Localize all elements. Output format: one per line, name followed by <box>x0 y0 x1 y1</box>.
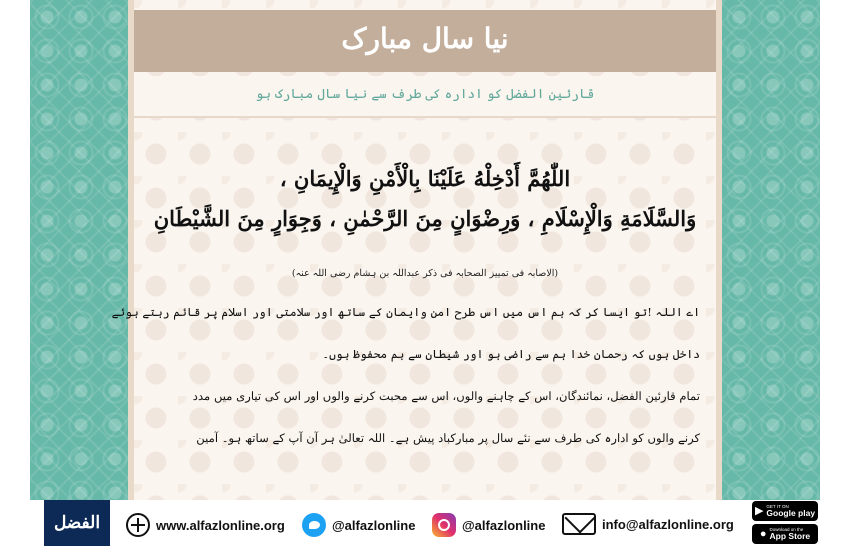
app-store-big: App Store <box>769 531 811 541</box>
body-line-3: تمام قارئین الفضل، نمائندگان، اس کے چاہنے والوں، اس سے محبت کرنے والوں اور اس کی تیاری میں مدد <box>192 389 700 403</box>
app-store-small: Download on the <box>769 527 804 532</box>
title-band <box>134 10 716 72</box>
body-line-2: داخل ہوں کہ رحمان خدا ہم سے راضی ہو اور شیطان سے ہم محفوظ ہوں۔ <box>322 347 700 361</box>
main-panel <box>111 0 716 500</box>
prayer-line-2: وَالسَّلَامَةِ وَالْإِسْلَامِ ، وَرِضْوَانٍ مِنَ الرَّحْمٰنِ ، وَجِوَارٍ مِنَ الشَّيْطَانِ <box>153 206 697 231</box>
instagram-handle: @alfazlonline <box>462 517 546 533</box>
twitter-handle: @alfazlonline <box>332 517 416 533</box>
prayer-line-1: اللّٰهُمَّ أَدْخِلْهُ عَلَيْنَا بِالْأَمْنِ وَالْإِيمَانِ ، <box>279 166 571 191</box>
prayer-source: (الاصابہ فی تمییز الصحابہ فی ذکر عبداللہ بن ہشام رضی اللہ عنہ) <box>291 268 559 279</box>
instagram-icon <box>432 513 456 537</box>
body-line-1: اے اللہ !تو ایسا کر کہ ہم اس میں اس طرح امن وایمان کے ساتھ اور سلامتی اور اسلام پر قائم رہتے ہوئے <box>111 305 700 319</box>
instagram-link[interactable] <box>432 513 545 537</box>
google-play-big: Google play <box>766 508 816 518</box>
globe-icon <box>126 513 150 537</box>
body-line-4: کرنے والوں کو ادارہ کی طرف سے نئے سال پر مبارکباد پیش ہے۔ اللہ تعالیٰ ہر آن آپ کے ساتھ ہو۔ آمین <box>196 431 700 445</box>
mail-icon <box>562 513 596 535</box>
alfazl-logo: الفضل <box>44 500 110 546</box>
website-link[interactable] <box>126 513 285 537</box>
google-play-badge[interactable] <box>752 501 818 521</box>
twitter-link[interactable] <box>302 513 415 537</box>
email-text: info@alfazlonline.org <box>602 516 734 532</box>
right-pattern-border <box>722 0 820 500</box>
email-link[interactable] <box>562 513 734 535</box>
subtitle-band <box>134 76 716 118</box>
twitter-icon <box>302 513 326 537</box>
app-store-badge[interactable] <box>752 524 818 544</box>
google-play-icon: ▶ <box>754 504 764 517</box>
left-pattern-border <box>30 0 128 500</box>
website-text: www.alfazlonline.org <box>156 517 285 533</box>
page-subtitle: قارئین الفضل کو ادارہ کی طرف سے نیا سال مبارک ہو <box>255 87 595 102</box>
page-title: نیا سال مبارک <box>341 22 509 55</box>
google-play-small: GET IT ON <box>766 504 789 509</box>
apple-icon: ● <box>759 527 767 540</box>
